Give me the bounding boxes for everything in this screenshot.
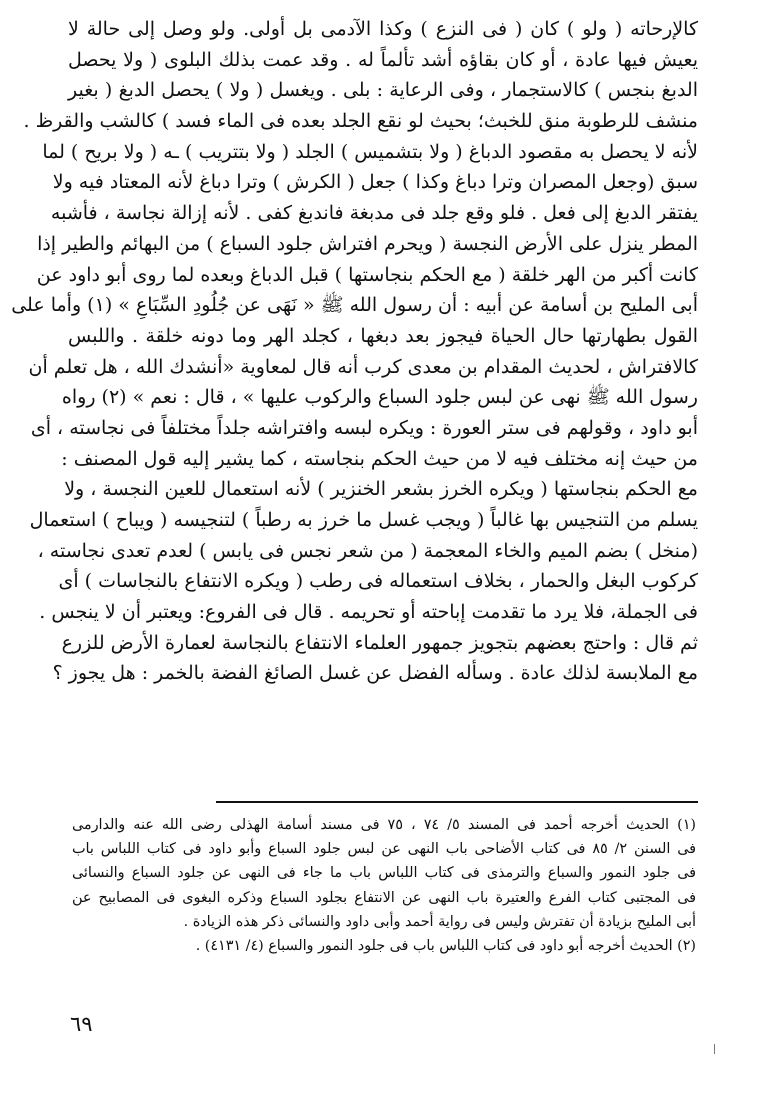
text-line: منشف للرطوبة منق للخبث؛ بحيث لو نقع الجلد بعده فى الماء فسد ) كالشب والقرظ . xyxy=(23,110,698,133)
footnote-line: أبى المليح بزيادة أن تفترش وليس فى رواية أحمد وأبى داود والنسائى ذكر هذه الزيادة . xyxy=(183,913,696,930)
margin-mark xyxy=(714,1044,715,1054)
text-line: ثم قال : واحتج بعضهم بتجويز جمهور العلماء الانتفاع بالنجاسة لعمارة الأرض للزرع xyxy=(61,631,698,654)
text-line: سبق (وجعل المصران وترا دباغ وكذا ) جعل ( الكرش ) وترا دباغ لأنه المعتاد فيه ولا xyxy=(52,171,698,194)
text-line: فى الجملة، فلا يرد ما تقدمت إباحته أو تحريمه . قال فى الفروع: ويعتبر أن لا ينجس . xyxy=(39,601,698,624)
text-line: مع الحكم بنجاستها ( ويكره الخرز بشعر الخنزير ) لأنه استعمال للعين النجسة ، ولا xyxy=(64,478,698,501)
footnote-line: (١) الحديث أخرجه أحمد فى المسند ٥/ ٧٤ ، ٧٥ فى مسند أسامة الهذلى رضى الله عنه والدارمى xyxy=(72,817,696,833)
footnotes-block xyxy=(72,813,696,958)
text-line: أبو داود ، وقولهم فى ستر العورة : ويكره لبسه وافتراشه جلداً مختلفاً فى نجاسته ، أى xyxy=(30,416,698,439)
text-line: (منخل ) بضم الميم والخاء المعجمة ( من شعر نجس فى يابس ) لعدم تعدى نجاسته ، xyxy=(37,539,698,562)
page-number: ٦٩ xyxy=(70,1012,93,1036)
text-line: رسول الله ﷺ نهى عن لبس جلود السباع والركوب عليها » ، قال : نعم » (٢) رواه xyxy=(61,386,698,409)
footnote-line: فى المجتبى كتاب الفرع والعتيرة باب النهى عن الانتفاع بجلود السباع وذكره البغوى فى المصابيح عن xyxy=(72,889,696,906)
text-line: أبى المليح بن أسامة عن أبيه : أن رسول الله ﷺ « نَهَى عن جُلُودِ السِّبَاعِ » (١) وأما على xyxy=(11,294,698,317)
text-line: القول بطهارتها حال الحياة فيجوز بعد دبغها ، كجلد الهر وما دونه خلقة . واللبس xyxy=(68,324,698,347)
footnote-line: فى السنن ٢/ ٨٥ فى كتاب الأضاحى باب النهى عن لبس جلود السباع وأبو داود فى كتاب اللباس باب xyxy=(72,841,696,858)
text-line: يفتقر الدبغ إلى فعل . فلو وقع جلد فى مدبغة فاندبغ كفى . لأنه إزالة نجاسة ، فأشبه xyxy=(50,202,698,225)
text-line: الدبغ بنجس ) كالاستجمار ، وفى الرعاية : بلى . ويغسل ( ولا ) يحصل الدبغ ( بغير xyxy=(68,79,698,102)
text-line: يعيش فيها عادة ، أو كان بقاؤه أشد تألماً له . وقد عمت بذلك البلوى ( ولا يحصل xyxy=(68,48,698,71)
main-text-block xyxy=(11,14,698,689)
footnote-separator xyxy=(216,801,698,803)
body-paragraph xyxy=(11,14,698,689)
text-line: يسلم من التنجيس بها غالباً ( ويجب غسل ما خرز به رطباً ) لتنجيسه ( ويباح ) استعمال xyxy=(29,509,698,531)
text-line: كانت أكبر من الهر خلقة ( مع الحكم بنجاستها ) قبل الدباغ وبعده لما روى أبو داود عن xyxy=(36,263,698,286)
footnote-line: فى جلود النمور والسباع والترمذى فى كتاب اللباس باب ما جاء فى النهى عن جلود السباع والنسائى xyxy=(72,865,696,882)
text-line: كالإرحاته ( ولو ) كان ( فى النزع ) وكذا الآدمى بل أولى. ولو وصل إلى حالة لا xyxy=(68,18,698,40)
text-line: كالافتراش ، لحديث المقدام بن معدى كرب أنه قال لمعاوية «أنشدك الله ، هل تعلم أن xyxy=(28,355,698,378)
text-line: لأنه لا يحصل به مقصود الدباغ ( ولا بتشميس ) الجلد ( ولا بتتريب ) ـه ( ولا بريح ) لما xyxy=(42,140,698,163)
footnote-line: (٢) الحديث أخرجه أبو داود فى كتاب اللباس باب فى جلود النمور والسباع (٤/ ٤١٣١) . xyxy=(195,937,696,954)
text-line: كركوب البغل والحمار ، بخلاف استعماله فى رطب ( ويكره الانتفاع بالنجاسات ) أى xyxy=(58,570,698,593)
text-line: المطر ينزل على الأرض النجسة ( ويحرم افتراش جلود السباع ) من البهائم والطير إذا xyxy=(37,232,698,255)
text-line: من حيث إنه مختلف فيه لا من حيث الحكم بنجاسته ، كما يشير إليه قول المصنف : xyxy=(61,447,698,470)
text-line: مع الملابسة لذلك عادة . وسأله الفضل عن غسل الصائغ الفضة بالخمر : هل يجوز ؟ xyxy=(52,662,698,685)
